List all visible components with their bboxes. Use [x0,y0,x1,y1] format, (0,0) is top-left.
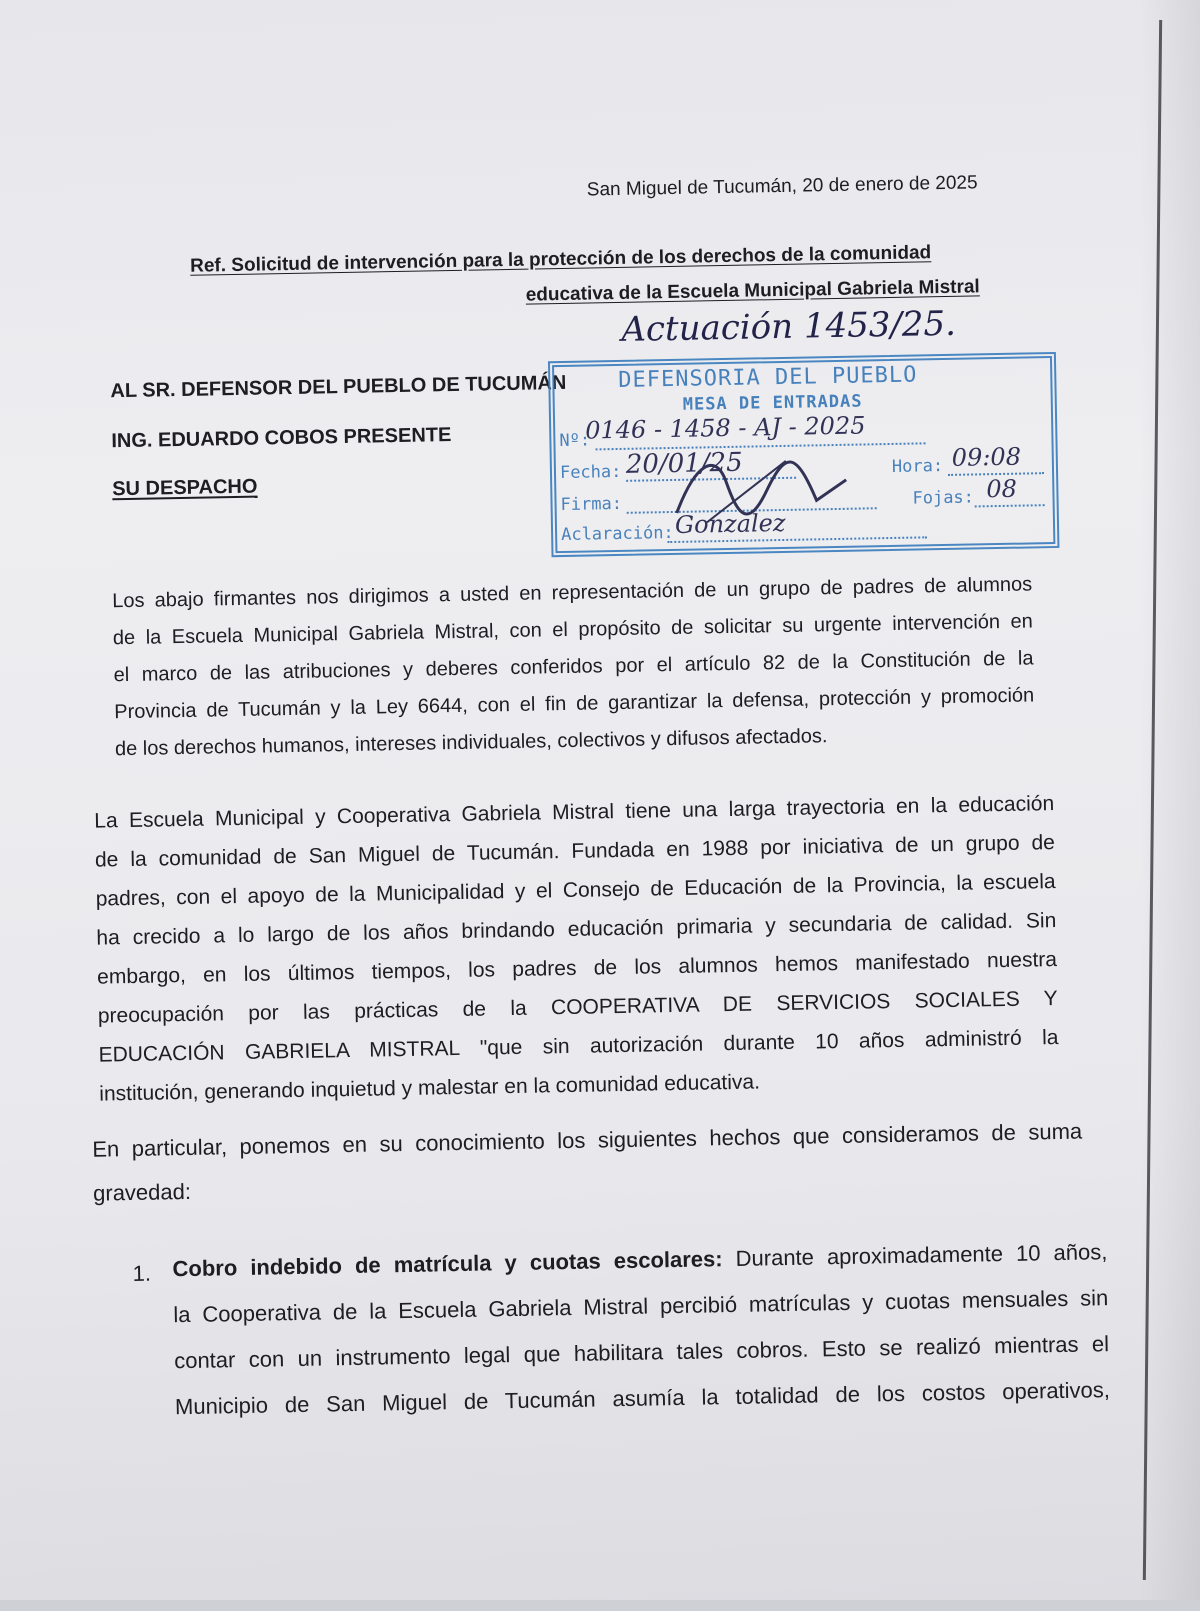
stamp-fecha-label: Fecha: [559,461,622,484]
handwritten-numero: 0146 - 1458 - AJ - 2025 [584,411,866,445]
list-item-line: Municipio de San Miguel de Tucumán asumía la totalidad de los costos operativos, [174,1377,1111,1420]
paragraph-line: gravedad: [92,1178,192,1206]
addressee-line-1: AL SR. DEFENSOR DEL PUEBLO DE TUCUMÁN [110,371,567,403]
paragraph-facts-intro [92,1110,1083,1216]
paragraph-line: de la Escuela Municipal Gabriela Mistral, con el propósito de solicitar su urgente intervención en [112,610,1033,650]
reference-line-2: educativa de la Escuela Municipal Gabriela Mistral [525,276,980,306]
stamp-title: DEFENSORIA DEL PUEBLO [618,362,918,393]
paragraph-line: embargo, en los últimos tiempos, los padres de los alumnos hemos manifestado nuestra [96,948,1058,989]
addressee-line-3: SU DESPACHO [112,475,258,501]
paragraph-line: de la comunidad de San Miguel de Tucumán. Fundada en 1988 por iniciativa de un grupo de [94,831,1056,872]
list-item-line: contar con un instrumento legal que habilitara tales cobros. Esto se realizó mientras el [173,1331,1110,1374]
list-item-number: 1. [132,1260,152,1287]
paragraph-background [94,784,1060,1114]
paragraph-line: La Escuela Municipal y Cooperativa Gabriela Mistral tiene una larga trayectoria en la educación [94,792,1055,833]
paragraph-line: institución, generando inquietud y malestar en la comunidad educativa. [99,1070,761,1106]
stamp-aclaracion-label: Aclaración: [560,522,674,546]
paragraph-intro [112,566,1035,768]
paragraph-line: Los abajo firmantes nos dirigimos a usted en representación de un grupo de padres de alumnos [112,573,1033,613]
reception-stamp [548,352,1060,557]
handwritten-aclaracion: Gonzalez [674,508,786,539]
stamp-fojas-line [975,504,1045,507]
handwritten-hora: 09:08 [951,442,1022,472]
paragraph-line: de los derechos humanos, intereses individuales, colectivos y difusos afectados. [114,725,828,761]
paragraph-line: ha crecido a lo largo de los años brindando educación primaria y secundaria de calidad. Sin [96,909,1057,950]
stamp-numero-label: Nº: [559,430,591,452]
stamp-fojas-label: Fojas: [912,487,975,509]
stamp-hora-label: Hora: [891,456,944,477]
paragraph-line: preocupación por las prácticas de la COOPERATIVA DE SERVICIOS SOCIALES Y [97,987,1058,1028]
stamp-firma-label: Firma: [560,493,623,516]
list-item-title: Cobro indebido de matrícula y cuotas escolares: [172,1246,723,1282]
paragraph-line: Provincia de Tucumán y la Ley 6644, con el fin de garantizar la defensa, protección y promoción [114,684,1035,724]
paragraph-line: el marco de las atribuciones y deberes conferidos por el artículo 82 de la Constitución de la [113,647,1034,687]
place-date: San Miguel de Tucumán, 20 de enero de 2025 [586,172,978,201]
addressee-line-2: ING. EDUARDO COBOS PRESENTE [111,424,452,453]
handwritten-signature [665,440,857,543]
reference-line-1: Ref. Solicitud de intervención para la protección de los derechos de la comunidad [189,242,932,277]
list-item-text: Durante aproximadamente 10 años, [722,1239,1108,1272]
paragraph-line: padres, con el apoyo de la Municipalidad y el Consejo de Educación de la Provincia, la escuela [95,870,1056,911]
handwritten-fecha: 20/01/25 [625,447,743,480]
paragraph-line: En particular, ponemos en su conocimiento los siguientes hechos que consideramos de suma [92,1118,1083,1162]
paragraph-line: EDUCACIÓN GABRIELA MISTRAL "que sin autorización durante 10 años administró la [98,1026,1059,1067]
list-item [172,1229,1110,1430]
handwritten-fojas: 08 [986,474,1018,504]
list-item-line: la Cooperativa de la Escuela Gabriela Mistral percibió matrículas y cuotas mensuales sin [173,1285,1109,1328]
stamp-subtitle: MESA DE ENTRADAS [682,391,863,415]
handwritten-actuacion: Actuación 1453/25. [621,303,957,350]
